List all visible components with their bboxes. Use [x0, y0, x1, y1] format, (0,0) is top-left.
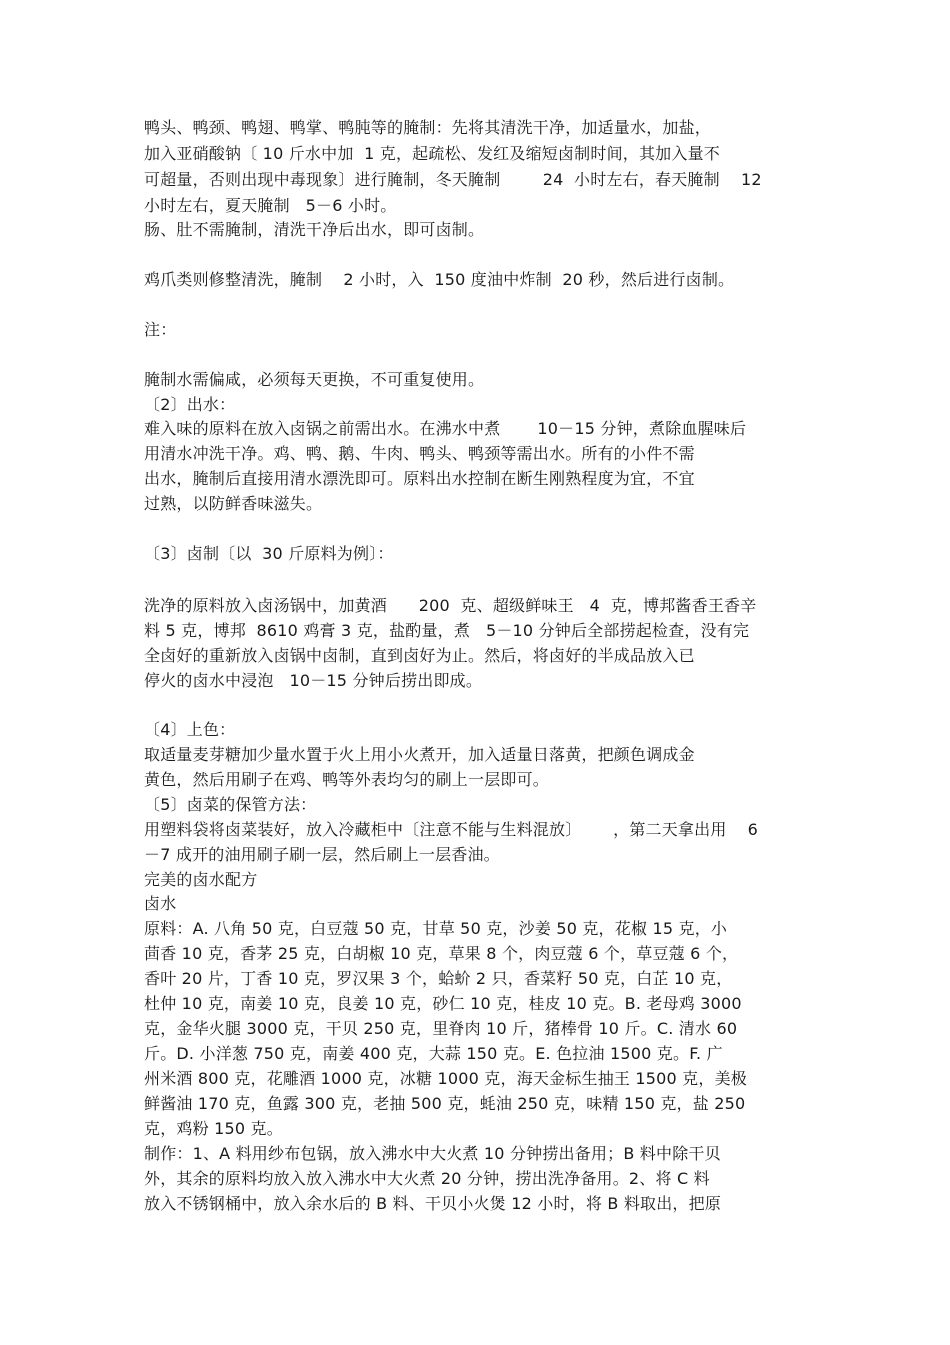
ingredient-line: 原料：A. 八角 50 克，白豆蔻 50 克，甘草 50 克，沙姜 50 克，花椒 15 克，小 — [144, 919, 728, 938]
recipe-title: 完美的卤水配方 — [144, 870, 258, 889]
text-line: 黄色，然后用刷子在鸡、鸭等外表均匀的刷上一层即可。 — [144, 770, 550, 789]
text-line: 停火的卤水中浸泡 10－15 分钟后捞出即成。 — [144, 671, 483, 690]
text-line: 全卤好的重新放入卤锅中卤制，直到卤好为止。然后，将卤好的半成品放入已 — [144, 646, 695, 665]
text-line: －7 成开的油用刷子刷一层，然后刷上一层香油。 — [144, 845, 500, 864]
text-line: 洗净的原料放入卤汤锅中，加黄酒 200 克、超级鲜味王 4 克，博邦酱香王香辛 — [144, 596, 757, 615]
section-heading: 〔5〕卤菜的保管方法： — [144, 795, 317, 814]
method-line: 外，其余的原料均放入放入沸水中大火煮 20 分钟，捞出洗净备用。2、将 C 料 — [144, 1169, 710, 1188]
ingredient-line: 斤。D. 小洋葱 750 克，南姜 400 克，大蒜 150 克。E. 色拉油 1500 克。F. 广 — [144, 1044, 723, 1063]
text-line: 肠、肚不需腌制，清洗干净后出水，即可卤制。 — [144, 220, 485, 239]
text-line: 注： — [144, 320, 177, 339]
method-line: 制作：1、A 料用纱布包锅，放入沸水中大火煮 10 分钟捞出备用；B 料中除干贝 — [144, 1144, 721, 1163]
ingredient-line: 克，鸡粉 150 克。 — [144, 1119, 283, 1138]
text-line: 过熟，以防鲜香味滋失。 — [144, 494, 323, 513]
section-heading: 〔4〕上色： — [144, 720, 236, 739]
ingredient-line: 杜仲 10 克，南姜 10 克，良姜 10 克，砂仁 10 克，桂皮 10 克。B. 老母鸡 3000 — [144, 994, 742, 1013]
recipe-subtitle: 卤水 — [144, 894, 177, 913]
section-heading: 〔2〕出水： — [144, 395, 236, 414]
text-line: 可超量，否则出现中毒现象〕进行腌制，冬天腌制 24 小时左右，春天腌制 12 — [144, 170, 762, 189]
ingredient-line: 州米酒 800 克，花雕酒 1000 克，冰糖 1000 克，海天金标生抽王 1500 克，美极 — [144, 1069, 747, 1088]
text-line: 难入味的原料在放入卤锅之前需出水。在沸水中煮 10－15 分钟，煮除血腥味后 — [144, 419, 747, 438]
text-line: 鸭头、鸭颈、鸭翅、鸭掌、鸭肫等的腌制：先将其清洗干净，加适量水，加盐， — [144, 118, 712, 137]
ingredient-line: 香叶 20 片，丁香 10 克，罗汉果 3 个，蛤蚧 2 只，香菜籽 50 克，白芷 10 克， — [144, 969, 733, 988]
text-line: 用清水冲洗干净。鸡、鸭、鹅、牛肉、鸭头、鸭颈等需出水。所有的小件不需 — [144, 444, 695, 463]
ingredient-line: 克，金华火腿 3000 克，干贝 250 克，里脊肉 10 斤，猪棒骨 10 斤。C. 清水 60 — [144, 1019, 738, 1038]
ingredient-line: 鲜酱油 170 克，鱼露 300 克，老抽 500 克，蚝油 250 克，味精 150 克，盐 250 — [144, 1094, 746, 1113]
text-line: 料 5 克，博邦 8610 鸡膏 3 克，盐酌量，煮 5－10 分钟后全部捞起检查，没有完 — [144, 621, 750, 640]
text-line: 腌制水需偏咸，必须每天更换，不可重复使用。 — [144, 370, 485, 389]
text-line: 取适量麦芽糖加少量水置于火上用小火煮开，加入适量日落黄，把颜色调成金 — [144, 745, 695, 764]
text-line: 出水，腌制后直接用清水漂洗即可。原料出水控制在断生刚熟程度为宜，不宜 — [144, 469, 695, 488]
text-line: 小时左右，夏天腌制 5－6 小时。 — [144, 196, 397, 215]
text-line: 用塑料袋将卤菜装好，放入冷藏柜中〔注意不能与生料混放〕 ，第二天拿出用 6 — [144, 820, 759, 839]
ingredient-line: 茴香 10 克，香茅 25 克，白胡椒 10 克，草果 8 个，肉豆蔻 6 个，草豆蔻 6 个， — [144, 944, 739, 963]
method-line: 放入不锈钢桶中，放入余水后的 B 料、干贝小火煲 12 小时，将 B 料取出，把原 — [144, 1194, 722, 1213]
text-line: 加入亚硝酸钠〔 10 斤水中加 1 克，起疏松、发红及缩短卤制时间，其加入量不 — [144, 144, 720, 163]
section-heading: 〔3〕卤制〔以 30 斤原料为例〕： — [144, 544, 394, 563]
text-line: 鸡爪类则修整清洗，腌制 2 小时，入 150 度油中炸制 20 秒，然后进行卤制。 — [144, 270, 735, 289]
